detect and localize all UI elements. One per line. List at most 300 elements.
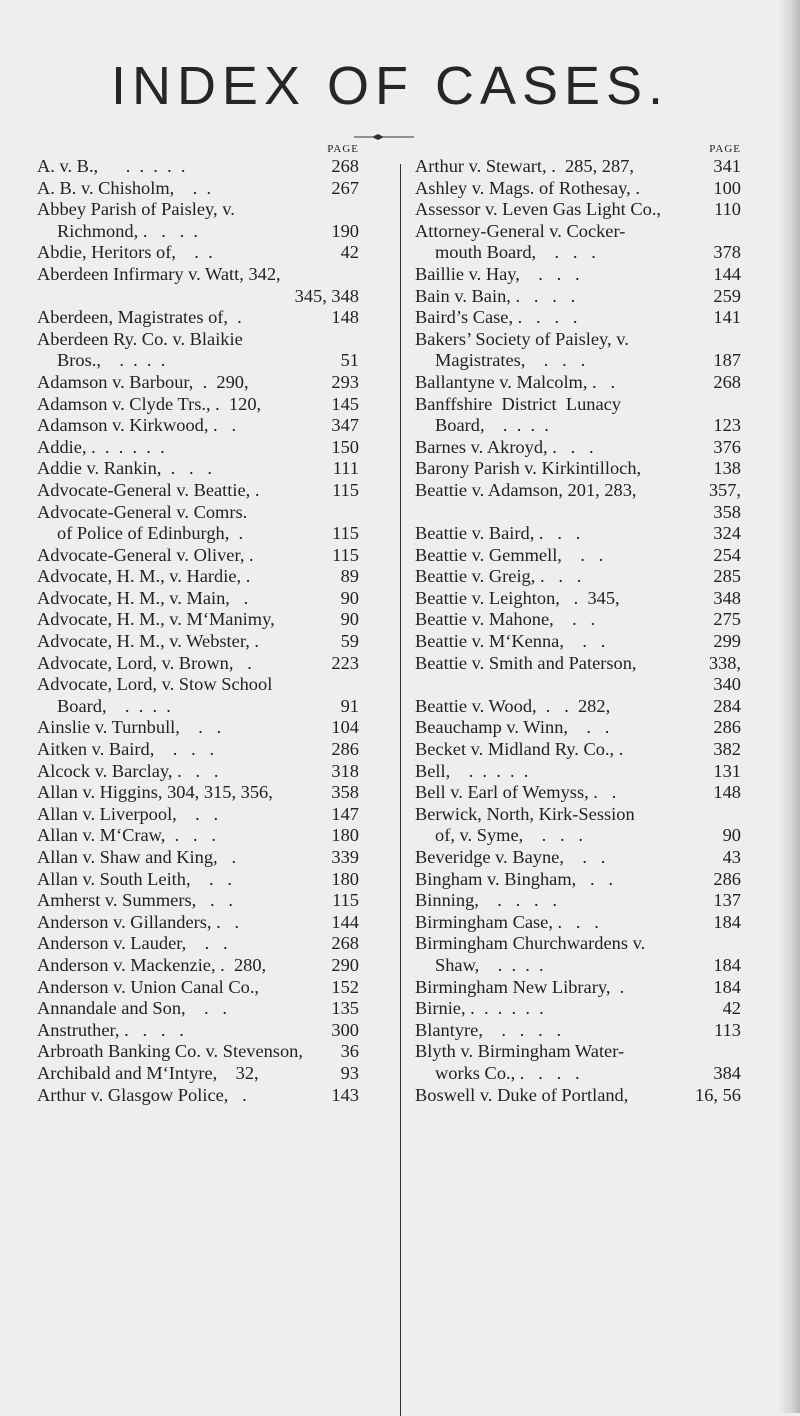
index-entry	[37, 717, 359, 739]
index-entry	[415, 804, 741, 847]
index-entry	[415, 1020, 741, 1042]
index-entry-line	[37, 307, 359, 329]
index-entry-line	[415, 394, 741, 416]
index-entry-line	[37, 761, 359, 783]
index-entry	[37, 869, 359, 891]
index-entry	[415, 890, 741, 912]
index-entry-line	[415, 890, 741, 912]
case-name: Birmingham New Library, .	[415, 976, 625, 997]
index-entry-line	[37, 1085, 359, 1107]
case-name: Adamson v. Kirkwood, . .	[37, 415, 237, 436]
index-entry	[415, 545, 741, 567]
case-name: mouth Board, . . .	[435, 242, 596, 263]
index-entry	[415, 523, 741, 545]
index-entry-line	[415, 1041, 741, 1063]
case-name: Beattie v. Mahone, . .	[415, 609, 596, 630]
case-name: Anderson v. Lauder, . .	[37, 933, 228, 954]
page-number: 300	[331, 1019, 359, 1040]
page-title: INDEX OF CASES.	[110, 56, 670, 116]
index-entry-line	[415, 782, 741, 804]
page-number: 148	[713, 782, 741, 803]
page-number: 123	[713, 415, 741, 436]
case-name: Adamson v. Clyde Trs., . 120,	[37, 393, 262, 414]
case-name: Berwick, North, Kirk-Session	[415, 803, 635, 824]
index-entry	[37, 372, 359, 394]
case-name: Boswell v. Duke of Portland,	[415, 1084, 629, 1105]
case-name: Arthur v. Stewart, . 285, 287,	[415, 156, 634, 176]
index-entry	[415, 264, 741, 286]
index-entry	[37, 998, 359, 1020]
index-entry	[415, 286, 741, 308]
case-name: Baillie v. Hay, . . .	[415, 263, 580, 284]
index-entry	[37, 566, 359, 588]
index-entry-line	[37, 912, 359, 934]
index-entry-line	[415, 761, 741, 783]
page-number: 184	[713, 954, 741, 975]
index-entry-line	[37, 955, 359, 977]
index-entry-line	[37, 437, 359, 459]
case-name: Alcock v. Barclay, . . .	[37, 760, 219, 781]
page-edge-shadow	[778, 0, 800, 1413]
index-entry-line	[37, 674, 359, 696]
index-entry	[415, 566, 741, 588]
index-entry-line	[415, 696, 741, 718]
index-entry	[37, 415, 359, 437]
case-name: Bingham v. Bingham, . .	[415, 868, 614, 889]
case-name: Board, . . . .	[57, 695, 171, 716]
index-entry-line	[415, 221, 741, 243]
page-number: 113	[714, 1019, 741, 1040]
index-entry-line	[37, 178, 359, 200]
case-name: Addie v. Rankin, . . .	[37, 458, 213, 479]
index-entry-line	[415, 739, 741, 761]
index-entry	[37, 739, 359, 761]
page-number: 286	[713, 717, 741, 738]
index-entry-line	[37, 264, 359, 286]
index-entry	[415, 199, 741, 221]
index-entry-line	[37, 242, 359, 264]
case-name: Advocate-General v. Comrs.	[37, 501, 248, 522]
case-name: Archibald and M‘Intyre, 32,	[37, 1062, 259, 1083]
page-number: 42	[340, 242, 359, 263]
page-number: 43	[722, 847, 741, 867]
page-number: 115	[332, 544, 359, 565]
index-entry-line	[415, 955, 741, 977]
index-entry-line	[415, 588, 741, 610]
index-entry	[415, 933, 741, 976]
index-entry	[415, 847, 741, 869]
page-number: 90	[340, 609, 359, 630]
page-number: 290	[331, 954, 359, 975]
page-number: 223	[331, 652, 359, 673]
ornament-rule	[354, 132, 414, 142]
case-name: Shaw, . . . .	[435, 954, 544, 975]
index-entry	[415, 307, 741, 329]
case-name: Beattie v. Adamson, 201, 283,	[415, 479, 637, 500]
case-name: Advocate, H. M., v. Hardie, .	[37, 566, 251, 587]
case-name: Abbey Parish of Paisley, v.	[37, 199, 235, 220]
index-entry	[37, 912, 359, 934]
index-entry-line	[415, 804, 741, 826]
page-number: 259	[713, 285, 741, 306]
index-entry-line	[37, 199, 359, 221]
index-entry-line	[37, 156, 359, 178]
page-number: 115	[332, 523, 359, 544]
case-name: Birnie, . . . . . .	[415, 998, 544, 1019]
index-entry	[37, 653, 359, 675]
case-name: Attorney-General v. Cocker-	[415, 220, 626, 241]
page-number: 254	[713, 544, 741, 565]
index-entry	[415, 782, 741, 804]
index-entry-line	[37, 350, 359, 372]
page-number: 184	[713, 911, 741, 932]
page-number: 340	[713, 674, 741, 695]
page-number: 341	[713, 156, 741, 176]
index-entry-line	[415, 545, 741, 567]
case-name: Beattie v. Leighton, . 345,	[415, 587, 620, 608]
page-number: 16, 56	[695, 1084, 741, 1105]
index-entry-line	[415, 825, 741, 847]
index-entry	[37, 480, 359, 502]
index-entry-line	[37, 847, 359, 869]
page-number: 91	[340, 695, 359, 716]
index-entry-line	[37, 739, 359, 761]
index-entry	[415, 1041, 741, 1084]
index-entry	[37, 502, 359, 545]
case-name: Anstruther, . . . .	[37, 1019, 184, 1040]
case-name: Richmond, . . . .	[57, 220, 198, 241]
page-number: 143	[331, 1084, 359, 1105]
index-entry-line	[415, 717, 741, 739]
page-number: 324	[713, 523, 741, 544]
index-entry-line	[415, 286, 741, 308]
index-entry	[37, 545, 359, 567]
page-number: 104	[331, 717, 359, 738]
index-entry	[37, 1085, 359, 1107]
case-name: Advocate, Lord, v. Stow School	[37, 674, 273, 695]
page-number: 141	[713, 307, 741, 328]
case-name: Allan v. Higgins, 304, 315, 356,	[37, 782, 273, 803]
page-number: 93	[340, 1062, 359, 1083]
index-entry-line	[415, 178, 741, 200]
page-number: 115	[332, 890, 359, 911]
index-entry-line	[37, 329, 359, 351]
index-entry-line	[415, 674, 741, 696]
index-entry-line	[37, 523, 359, 545]
index-entry-line	[37, 825, 359, 847]
index-entry-line	[37, 977, 359, 999]
index-entry-line	[415, 502, 741, 524]
case-name: of Police of Edinburgh, .	[57, 523, 244, 544]
case-name: Birmingham Case, . . .	[415, 911, 599, 932]
case-name: Banffshire District Lunacy	[415, 393, 621, 414]
page-number: 348	[713, 587, 741, 608]
index-entry	[37, 1063, 359, 1085]
case-name: Advocate, H. M., v. M‘Manimy,	[37, 609, 275, 630]
index-entry	[415, 588, 741, 610]
index-column-right	[415, 142, 741, 1106]
case-name: Arthur v. Glasgow Police, .	[37, 1084, 247, 1105]
index-entry-line	[415, 933, 741, 955]
index-entry	[415, 480, 741, 523]
index-entry-line	[37, 1041, 359, 1063]
case-name: Arbroath Banking Co. v. Stevenson,	[37, 1041, 303, 1062]
case-name: Annandale and Son, . .	[37, 998, 228, 1019]
index-entry-line	[415, 156, 741, 178]
page-number: 338,	[708, 652, 741, 673]
index-entry	[37, 394, 359, 416]
index-entry-line	[415, 480, 741, 502]
case-name: Advocate, H. M., v. Main, .	[37, 587, 249, 608]
index-entry-line	[415, 1020, 741, 1042]
index-entry	[37, 804, 359, 826]
page-number: 268	[331, 933, 359, 954]
case-name: Aberdeen Infirmary v. Watt, 342,	[37, 263, 281, 284]
page-column-label: PAGE	[327, 143, 359, 155]
index-entry-line	[37, 1063, 359, 1085]
index-entry	[415, 609, 741, 631]
index-entry	[37, 847, 359, 869]
page-number: 318	[331, 760, 359, 781]
index-entry-line	[415, 437, 741, 459]
index-entry-line	[37, 717, 359, 739]
index-entry	[37, 156, 359, 178]
case-name: Baird’s Case, . . . .	[415, 307, 578, 328]
index-entry	[37, 329, 359, 372]
page-number: 378	[713, 242, 741, 263]
page-number: 36	[340, 1041, 359, 1062]
index-entry-line	[37, 372, 359, 394]
index-entry-line	[415, 458, 741, 480]
index-entry-line	[37, 588, 359, 610]
case-name: Beauchamp v. Winn, . .	[415, 717, 610, 738]
case-name: Binning, . . . .	[415, 890, 558, 911]
page-number: 384	[713, 1062, 741, 1083]
index-entry	[37, 631, 359, 653]
page-number: 90	[340, 587, 359, 608]
case-name: Ainslie v. Turnbull, . .	[37, 717, 222, 738]
page-number: 89	[340, 566, 359, 587]
case-name: Allan v. Liverpool, . .	[37, 803, 219, 824]
index-entry-line	[415, 998, 741, 1020]
page-number: 190	[331, 220, 359, 241]
index-entry-line	[37, 458, 359, 480]
case-name: Birmingham Churchwardens v.	[415, 933, 646, 954]
page-number: 152	[331, 976, 359, 997]
index-entry	[415, 178, 741, 200]
case-name: Advocate-General v. Beattie, .	[37, 479, 260, 500]
index-entry	[37, 1020, 359, 1042]
page-number: 382	[713, 739, 741, 760]
index-entry-line	[37, 545, 359, 567]
case-name: of, v. Syme, . . .	[435, 825, 583, 846]
index-entry-line	[415, 307, 741, 329]
index-entry	[37, 307, 359, 329]
case-name: Bain v. Bain, . . . .	[415, 285, 576, 306]
case-name: Becket v. Midland Ry. Co., .	[415, 739, 624, 760]
index-entry	[415, 631, 741, 653]
page-number: 115	[332, 479, 359, 500]
index-entry	[415, 329, 741, 372]
page-number: 268	[713, 371, 741, 392]
index-entry-line	[415, 912, 741, 934]
case-name: Magistrates, . . .	[435, 350, 586, 371]
entry-list-right	[415, 156, 741, 1106]
index-entry	[37, 437, 359, 459]
case-name: Advocate, H. M., v. Webster, .	[37, 631, 259, 652]
page-number: 268	[331, 156, 359, 176]
index-entry-line	[415, 631, 741, 653]
case-name: Ashley v. Mags. of Rothesay, .	[415, 177, 640, 198]
index-entry	[37, 933, 359, 955]
index-entry-line	[37, 653, 359, 675]
index-entry-line	[415, 653, 741, 675]
index-entry-line	[37, 480, 359, 502]
index-entry-line	[37, 890, 359, 912]
page-number: 286	[713, 868, 741, 889]
page-number: 137	[713, 890, 741, 911]
index-entry	[415, 156, 741, 178]
case-name: Advocate, Lord, v. Brown, .	[37, 652, 252, 673]
index-entry	[415, 998, 741, 1020]
index-entry	[415, 1085, 741, 1107]
page-number: 59	[340, 631, 359, 652]
case-name: Bell, . . . . .	[415, 760, 529, 781]
index-entry-line	[37, 933, 359, 955]
case-name: Anderson v. Union Canal Co.,	[37, 976, 260, 997]
index-entry	[37, 955, 359, 977]
page-number: 357,	[708, 479, 741, 500]
case-name: Bell v. Earl of Wemyss, . .	[415, 782, 617, 803]
page-number: 148	[331, 307, 359, 328]
index-entry	[37, 674, 359, 717]
page-number: 180	[331, 868, 359, 889]
index-entry-line	[37, 415, 359, 437]
case-name: Assessor v. Leven Gas Light Co.,	[415, 199, 662, 220]
case-name: Anderson v. Mackenzie, . 280,	[37, 954, 267, 975]
page-number: 339	[331, 847, 359, 867]
page-number: 145	[331, 393, 359, 414]
index-entry	[415, 458, 741, 480]
page-number: 347	[331, 415, 359, 436]
page-number: 284	[713, 695, 741, 716]
page-number: 376	[713, 436, 741, 457]
page-number: 187	[713, 350, 741, 371]
page-number: 275	[713, 609, 741, 630]
index-entry-line	[415, 847, 741, 869]
index-entry	[415, 653, 741, 696]
index-entry-line	[37, 782, 359, 804]
index-entry	[415, 869, 741, 891]
index-entry-line	[37, 566, 359, 588]
index-entry-line	[415, 350, 741, 372]
case-name: Aberdeen, Magistrates of, .	[37, 307, 242, 328]
page-number: 293	[331, 371, 359, 392]
index-entry-line	[415, 977, 741, 999]
case-name: Beattie v. Greig, . . .	[415, 566, 582, 587]
page-number: 110	[714, 199, 741, 220]
index-entry	[37, 1041, 359, 1063]
page-number: 138	[713, 458, 741, 479]
index-entry-line	[37, 696, 359, 718]
index-entry	[415, 761, 741, 783]
page-column-label: PAGE	[709, 143, 741, 155]
index-entry-line	[37, 998, 359, 1020]
case-name: works Co., . . . .	[435, 1062, 580, 1083]
index-entry-line	[415, 1085, 741, 1107]
index-entry-line	[37, 221, 359, 243]
index-entry	[37, 242, 359, 264]
index-entry-line	[37, 502, 359, 524]
index-entry-line	[415, 242, 741, 264]
index-entry-line	[415, 264, 741, 286]
index-entry	[415, 221, 741, 264]
page-number: 144	[713, 263, 741, 284]
case-name: Barony Parish v. Kirkintilloch,	[415, 458, 642, 479]
case-name: A. B. v. Chisholm, . .	[37, 177, 212, 198]
case-name: Beattie v. Wood, . . 282,	[415, 695, 611, 716]
index-column-left	[37, 142, 359, 1106]
index-entry	[415, 437, 741, 459]
case-name: Beattie v. Gemmell, . .	[415, 544, 604, 565]
page-number: 267	[331, 177, 359, 198]
page-number: 345, 348	[294, 285, 359, 306]
index-entry	[415, 696, 741, 718]
index-entry-line	[415, 372, 741, 394]
index-entry-line	[37, 631, 359, 653]
index-entry-line	[37, 394, 359, 416]
case-name: Board, . . . .	[435, 415, 549, 436]
case-name: Advocate-General v. Oliver, .	[37, 544, 254, 565]
index-entry	[37, 588, 359, 610]
index-entry	[37, 199, 359, 242]
case-name: Beveridge v. Bayne, . .	[415, 847, 606, 867]
index-entry	[415, 912, 741, 934]
index-entry	[37, 458, 359, 480]
entry-list-left	[37, 156, 359, 1106]
case-name: Addie, . . . . . .	[37, 436, 165, 457]
index-entry	[37, 609, 359, 631]
page-number: 286	[331, 739, 359, 760]
index-entry-line	[415, 566, 741, 588]
index-entry	[37, 890, 359, 912]
index-entry-line	[415, 523, 741, 545]
index-entry	[415, 977, 741, 999]
index-entry-line	[415, 609, 741, 631]
case-name: Allan v. South Leith, . .	[37, 868, 232, 889]
index-entry-line	[415, 415, 741, 437]
page-number: 180	[331, 825, 359, 846]
case-name: Amherst v. Summers, . .	[37, 890, 233, 911]
page-number: 111	[332, 458, 359, 479]
index-entry-line	[415, 1063, 741, 1085]
index-entry-line	[37, 804, 359, 826]
index-entry-line	[415, 199, 741, 221]
case-name: Beattie v. M‘Kenna, . .	[415, 631, 606, 652]
case-name: Allan v. Shaw and King, .	[37, 847, 237, 867]
page-number: 184	[713, 976, 741, 997]
index-entry-line	[37, 609, 359, 631]
page-number: 285	[713, 566, 741, 587]
page-number: 358	[331, 782, 359, 803]
case-name: Ballantyne v. Malcolm, . .	[415, 371, 616, 392]
page-number: 42	[722, 998, 741, 1019]
index-entry	[37, 761, 359, 783]
case-name: Bros., . . . .	[57, 350, 166, 371]
index-entry-line	[415, 329, 741, 351]
index-entry	[37, 977, 359, 999]
index-entry-line	[37, 869, 359, 891]
